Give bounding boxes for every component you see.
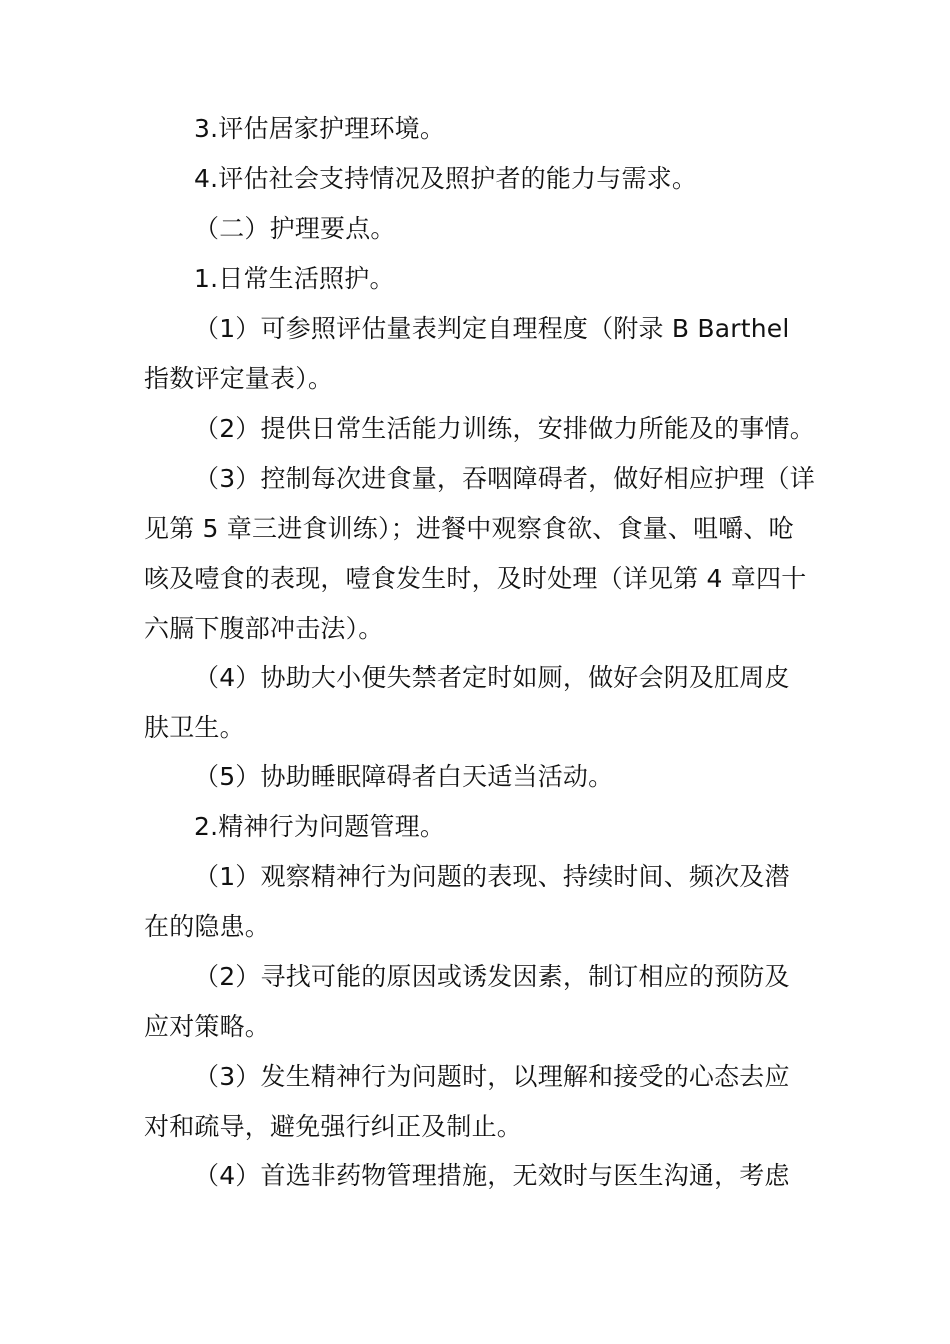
text-line: 咳及噎食的表现，噎食发生时，及时处理（详见第 4 章四十 xyxy=(144,564,807,593)
text-line: 在的隐患。 xyxy=(144,912,271,941)
text-line: 六膈下腹部冲击法）。 xyxy=(144,614,384,643)
text-line: （4）协助大小便失禁者定时如厕，做好会阴及肛周皮 xyxy=(194,663,790,692)
text-line: 应对策略。 xyxy=(144,1012,271,1041)
text-line: （4）首选非药物管理措施，无效时与医生沟通，考虑 xyxy=(194,1161,790,1190)
text-line: 肤卫生。 xyxy=(144,713,245,742)
text-line: （1）可参照评估量表判定自理程度（附录 B Barthel xyxy=(194,314,790,343)
text-line: （二）护理要点。 xyxy=(194,214,396,243)
text-line: 2.精神行为问题管理。 xyxy=(194,812,446,841)
text-line: 1.日常生活照护。 xyxy=(194,264,395,293)
text-line: 对和疏导，避免强行纠正及制止。 xyxy=(144,1112,523,1141)
text-line: 指数评定量表）。 xyxy=(144,364,334,393)
text-line: （1）观察精神行为问题的表现、持续时间、频次及潜 xyxy=(194,862,790,891)
text-line: 见第 5 章三进食训练）；进餐中观察食欲、食量、咀嚼、呛 xyxy=(144,514,794,543)
text-line: （3）控制每次进食量，吞咽障碍者，做好相应护理（详 xyxy=(194,464,815,493)
text-line: （3）发生精神行为问题时，以理解和接受的心态去应 xyxy=(194,1062,790,1091)
text-line: （2）提供日常生活能力训练，安排做力所能及的事情。 xyxy=(194,414,815,443)
text-line: （2）寻找可能的原因或诱发因素，制订相应的预防及 xyxy=(194,962,790,991)
text-line: （5）协助睡眠障碍者白天适当活动。 xyxy=(194,762,614,791)
text-line: 4.评估社会支持情况及照护者的能力与需求。 xyxy=(194,164,698,193)
text-line: 3.评估居家护理环境。 xyxy=(194,114,446,143)
